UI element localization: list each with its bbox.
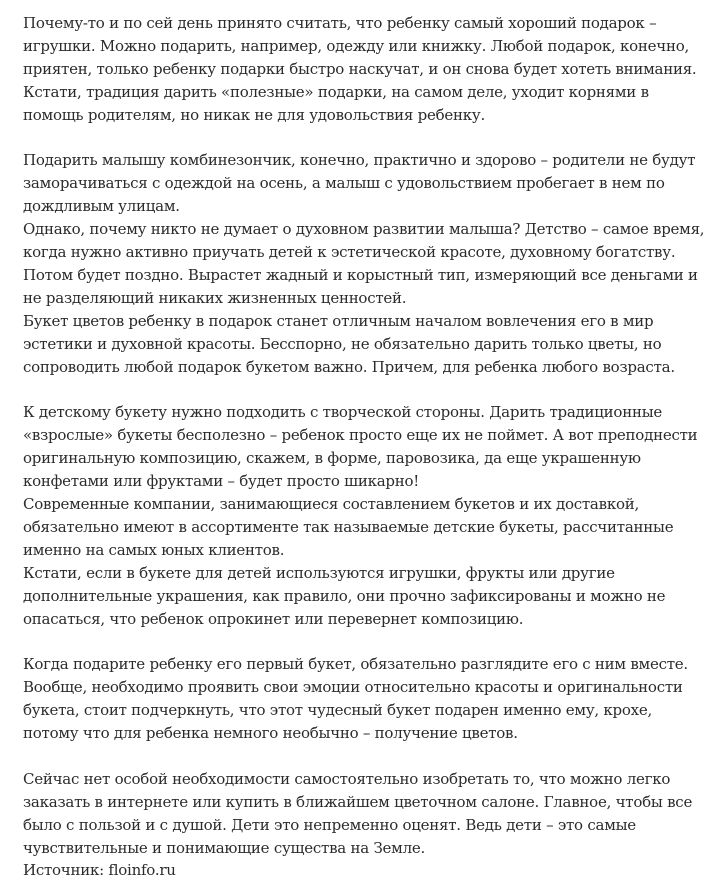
source-label: Источник: xyxy=(23,861,109,880)
paragraph-text: Подарить малышу комбинезончик, конечно, практично и здорово – родители не будут заморачиваться с одеждой на осень, а малыш с удовольствием пробегает в нем по дождливым улицам. xyxy=(23,151,696,216)
source-line xyxy=(23,859,706,882)
paragraph-text: Букет цветов ребенку в подарок станет отличным началом вовлечения его в мир эстетики и духовной красоты. Бесспорно, не обязательно дарить только цветы, но сопроводить любой подарок букетом важно. Причем, для ребенка любого возраста. xyxy=(23,311,675,376)
paragraph-text: Однако, почему никто не думает о духовном развитии малыша? Детство – самое время, когда нужно активно приучать детей к эстетической красоте, духовному богатству. Потом будет поздно. Вырастет жадный и корыстный тип, измеряющий все деньгами и не разделяющий никаких жизненных ценностей. xyxy=(23,220,705,307)
paragraph-text: Когда подарите ребенку его первый букет, обязательно разглядите его с ним вместе. Вообще, необходимо проявить свои эмоции относительно красоты и оригинальности букета, стоит подчеркнуть, что этот чудесный букет подарен именно ему, крохе, потому что для ребенка немного необычно – получение цветов. xyxy=(23,655,688,743)
paragraph-spiritual-development xyxy=(23,149,706,378)
paragraph-text: К детскому букету нужно подходить с творческой стороны. Дарить традиционные «взрослые» букеты бесполезно – ребенок просто еще их не поймет. А вот преподнести оригинальную композицию, скажем, в форме, паровозика, да еще украшенную конфетами или фруктами – будет просто шикарно! xyxy=(23,403,698,491)
paragraph-intro xyxy=(23,12,706,127)
paragraph-creative-bouquet xyxy=(23,401,706,630)
source-link[interactable]: floinfo.ru xyxy=(108,861,176,880)
paragraph-text: Почему-то и по сей день принято считать, что ребенку самый хороший подарок – игрушки. Можно подарить, например, одежду или книжку. Любой подарок, конечно, приятен, только ребенку подарки быстро наскучат, и он снова будет хотеть внимания. Кстати, традиция дарить «полезные» подарки, на самом деле, уходит корнями в помощь родителям, но никак не для удовольствия ребенку. xyxy=(23,14,697,124)
paragraph-text: Сейчас нет особой необходимости самостоятельно изобретать то, что можно легко заказать в интернете или купить в ближайшем цветочном салоне. Главное, чтобы все было с пользой и с душой. Дети это непременно оценят. Ведь дети – это самые чувствительные и понимающие существа на Земле. xyxy=(23,769,693,857)
paragraph-text: Современные компании, занимающиеся составлением букетов и их доставкой, обязательно имеют в ассортименте так называемые детские букеты, рассчитанные именно на самых юных клиентов. xyxy=(23,495,674,559)
paragraph-conclusion xyxy=(23,768,706,882)
paragraph-text: Кстати, если в букете для детей используются игрушки, фрукты или другие дополнительные украшения, как правило, они прочно зафиксированы и можно не опасаться, что ребенок опрокинет или перевернет композицию. xyxy=(23,563,666,628)
paragraph-first-bouquet xyxy=(23,653,706,745)
